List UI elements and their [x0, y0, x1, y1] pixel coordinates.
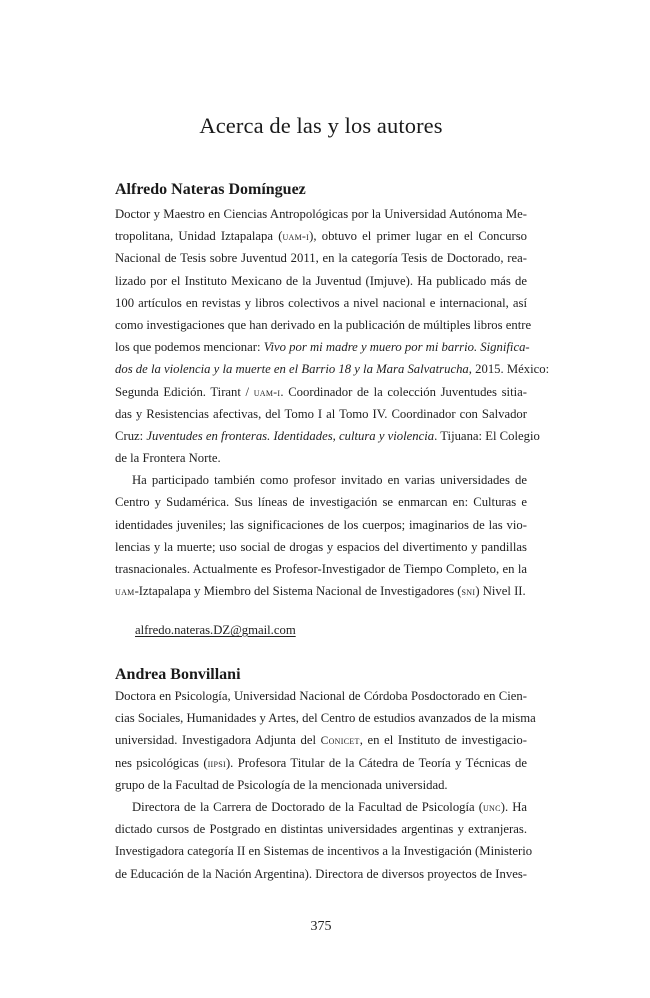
bio-line: nes psicológicas (iipsi). Profesora Titular de la Cátedra de Teoría y Técnicas de	[115, 755, 527, 770]
author-name: Alfredo Nateras Domínguez	[115, 181, 306, 198]
bio-line: Directora de la Carrera de Doctorado de la Facultad de Psicología (unc). Ha	[132, 799, 527, 814]
bio-line: dos de la violencia y la muerte en el Barrio 18 y la Mara Salvatrucha, 2015. México:	[115, 362, 550, 377]
bio-line: Doctor y Maestro en Ciencias Antropológicas por la Universidad Autónoma Me-	[115, 207, 527, 221]
bio-line: 100 artículos en revistas y libros colectivos a nivel nacional e internacional, así	[115, 295, 527, 310]
bio-line: Ha participado también como profesor invitado en varias universidades de	[132, 473, 527, 488]
book-title: Juventudes en fronteras. Identidades, cultura y violencia	[146, 428, 435, 443]
bio-line: tropolitana, Unidad Iztapalapa (uam-i), obtuvo el primer lugar en el Concurso	[115, 229, 527, 244]
bio-line: Nacional de Tesis sobre Juventud 2011, en la categoría Tesis de Doctorado, rea-	[115, 251, 527, 266]
acronym: sni	[461, 586, 476, 599]
bio-line: Cruz: Juventudes en fronteras. Identidades, cultura y violencia. Tijuana: El Colegio	[115, 428, 540, 443]
bio-line: Investigadora categoría II en Sistemas de incentivos a la Investigación (Ministerio	[115, 844, 533, 859]
bio-line: de Educación de la Nación Argentina). Directora de diversos proyectos de Inves-	[115, 866, 527, 881]
acronym: uam	[115, 586, 135, 599]
bio-line: Centro y Sudamérica. Sus líneas de investigación se enmarcan en: Culturas e	[115, 495, 527, 510]
bio-line: los que podemos mencionar: Vivo por mi madre y muero por mi barrio. Significa-	[115, 340, 530, 355]
bio-line: uam-Iztapalapa y Miembro del Sistema Nacional de Investigadores (sni) Nivel II.	[115, 584, 526, 599]
acronym: iipsi	[207, 757, 226, 770]
acronym: unc	[482, 801, 501, 814]
bio-line: Segunda Edición. Tirant / uam-i. Coordinador de la colección Juventudes sitia-	[115, 384, 527, 399]
book-title: Vivo por mi madre y muero por mi barrio. Significa-	[263, 340, 530, 355]
acronym: uam-i	[282, 231, 310, 244]
bio-line: trasnacionales. Actualmente es Profesor-Investigador de Tiempo Completo, en la	[115, 562, 527, 576]
page-number: 375	[310, 919, 332, 934]
bio-line: de la Frontera Norte.	[115, 451, 221, 466]
bio-line: lizado por el Instituto Mexicano de la Juventud (Imjuve). Ha publicado más de	[115, 273, 527, 288]
author-name: Andrea Bonvillani	[115, 666, 241, 683]
page-title: Acerca de las y los autores	[199, 113, 443, 138]
acronym: uam-i	[253, 386, 281, 399]
acronym: Conicet	[320, 735, 360, 748]
book-title: dos de la violencia y la muerte en el Barrio 18 y la Mara Salvatrucha	[115, 362, 469, 377]
author-bio	[115, 685, 536, 885]
bio-line: Doctora en Psicología, Universidad Nacional de Córdoba Posdoctorado en Cien-	[115, 689, 527, 703]
author-email-link[interactable]: alfredo.nateras.DZ@gmail.com	[135, 623, 296, 637]
bio-line: lencias y la muerte; uso social de drogas y espacios del divertimento y pandillas	[115, 539, 527, 554]
bio-line: grupo de la Facultad de Psicología de la mencionada universidad.	[115, 777, 448, 792]
bio-line: das y Resistencias afectivas, del Tomo I al Tomo IV. Coordinador con Salvador	[115, 406, 527, 421]
bio-line: como investigaciones que han derivado en la publicación de múltiples libros entre	[115, 317, 532, 332]
bio-line: cias Sociales, Humanidades y Artes, del Centro de estudios avanzados de la misma	[115, 711, 536, 726]
bio-line: dictado cursos de Postgrado en distintas universidades argentinas y extranjeras.	[115, 822, 527, 837]
bio-line: universidad. Investigadora Adjunta del Conicet, en el Instituto de investigacio-	[115, 733, 527, 748]
author-bio	[115, 203, 550, 602]
bio-line: identidades juveniles; las significaciones de los cuerpos; imaginarios de las vio-	[115, 517, 527, 532]
